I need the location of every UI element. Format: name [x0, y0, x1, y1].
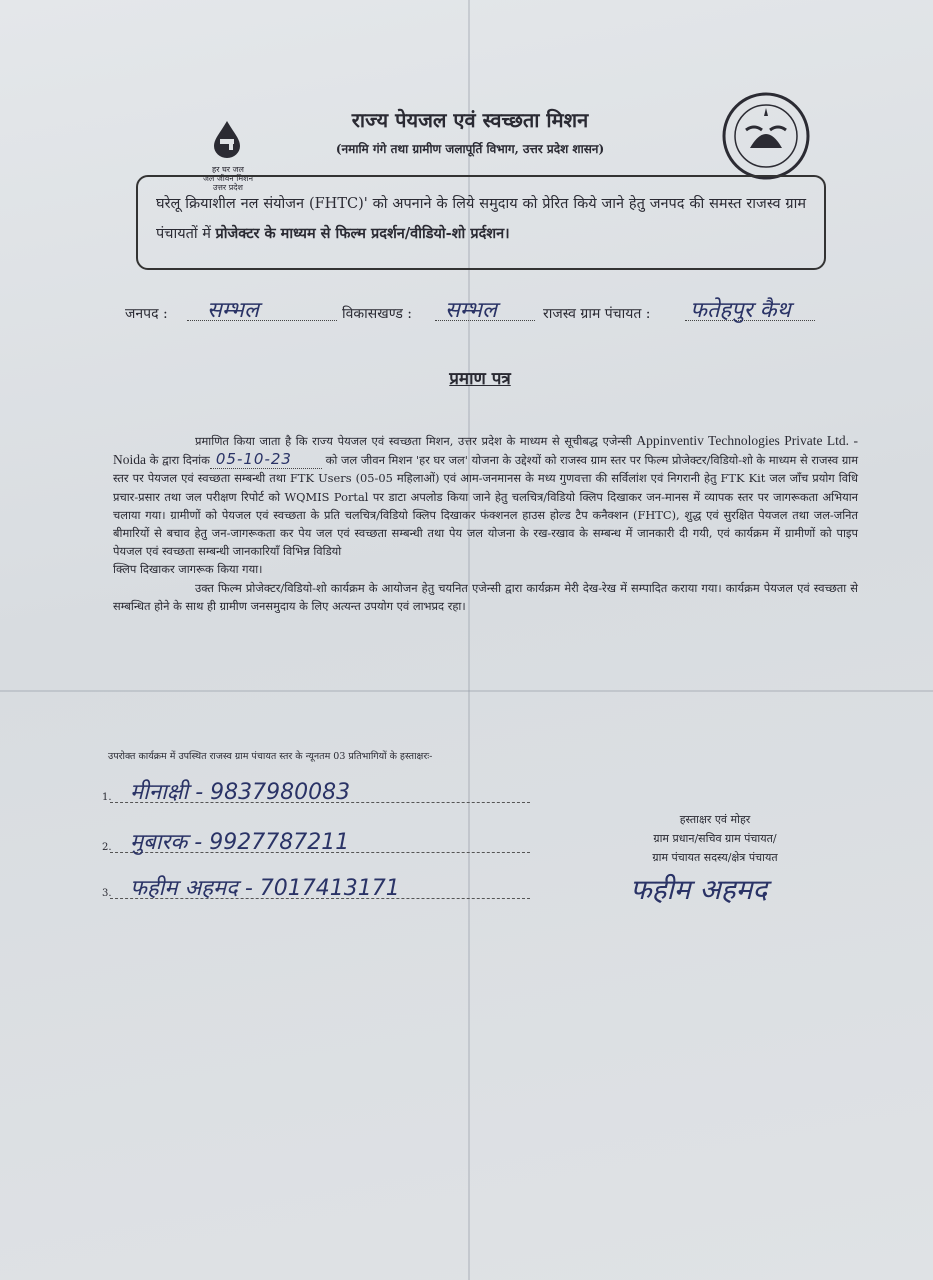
signatory-block: [610, 810, 820, 867]
scheme-banner: [136, 175, 826, 270]
block-value: सम्भल: [445, 298, 497, 323]
panchayat-value: फतेहपुर कैथ: [690, 298, 791, 323]
participants-label: उपरोक्त कार्यक्रम में उपस्थित राजस्व ग्राम पंचायत स्तर के न्यूनतम 03 प्रतिभागियों के हस्ताक्षरः-: [108, 751, 433, 762]
body-p1-c: को जल जीवन मिशन 'हर घर जल' योजना के उद्देश्यों को राजस्व ग्राम स्तर पर फिल्म प्रोजेक्टर/विडियो-शो के माध्यम से राजस्व ग्राम स्तर पर पेयजल एवं स्वच्छता सम्बन्धी तथा FTK Users (05-05 महिलाओं) एवं आम-जनमानस के मध्य गुणवत्ता की सर्विलांश एवं निगरानी हेतु FTK Kit जल जाँच प्रयोग विधि प्रचार-प्रसार तथा जल परीक्षण रिपोर्ट को WQMIS Portal पर डाटा अपलोड किया जाने हेतु चलचित्र/विडियो क्लिप दिखाकर जन-मानस में व्यापक स्तर पर जागरूकता अभियान चलाया गया। ग्रामीणों को पेयजल एवं स्वच्छता के प्रति चलचित्र/विडियो क्लिप दिखाकर फंक्शनल हाउस होल्ड टैप कनैक्शन (FHTC), शुद्ध एवं सुरक्षित पेयजल तथा जल-जनित बीमारियों से बचाव हेतु जन-जागरूकता कर पेय जल एवं स्वच्छता सम्बन्धी तथा पेय जल योजना के रख-रखाव के सम्बन्ध में जानकारी दी गयी, एवं कार्यक्रम में ग्रामीणों को पाइप पेयजल एवं स्वच्छता सम्बन्धी जानकारियाँ विभिन्न विडियो: [113, 453, 859, 559]
body-p1-b: के द्वारा दिनांक: [149, 453, 210, 468]
participant-number: 3.: [102, 888, 112, 899]
participant-entry: मीनाक्षी - 9837980083: [130, 780, 351, 805]
panchayat-label: राजस्व ग्राम पंचायत :: [543, 306, 651, 322]
signatory-line2: ग्राम प्रधान/सचिव ग्राम पंचायत/: [653, 832, 777, 845]
agency-name: Appinventiv Technologies Private Ltd. - Noida: [113, 433, 858, 468]
signatory-line1: हस्ताक्षर एवं मोहर: [679, 813, 751, 826]
certificate-heading: प्रमाण पत्र: [449, 369, 511, 389]
signatory-line3: ग्राम पंचायत सदस्य/क्षेत्र पंचायत: [652, 851, 778, 864]
handwritten-signature: फहीम अहमद: [630, 873, 768, 906]
participant-entry: फहीम अहमद - 7017413171: [130, 876, 400, 901]
body-p1-a: प्रमाणित किया जाता है कि राज्य पेयजल एवं स्वच्छता मिशन, उत्तर प्रदेश के माध्यम से सूचीबद्ध एजेन्सी: [195, 434, 632, 448]
certificate-body: [113, 432, 858, 615]
body-p2: उक्त फिल्म प्रोजेक्टर/विडियो-शो कार्यक्रम के आयोजन हेतु चयनित एजेन्सी द्वारा कार्यक्रम मेरी देख-रेख में सम्पादित कराया गया। कार्यक्रम पेयजल एवं स्वच्छता से सम्बन्धित होने के साथ ही ग्रामीण जनसमुदाय के लिए अत्यन्त उपयोग एवं लाभप्रद रहा।: [113, 580, 858, 613]
banner-bold-text: प्रोजेक्टर के माध्यम से फिल्म प्रदर्शन/वीडियो-शो प्रर्दशन।: [215, 225, 510, 242]
participant-entry: मुबारक - 9927787211: [130, 830, 350, 855]
water-tap-drop-icon: [210, 119, 244, 159]
fold-crease-horizontal: [0, 690, 933, 692]
participant-number: 2.: [102, 842, 112, 853]
program-date: 05-10-23: [210, 450, 322, 469]
banner-text: घरेलू क्रियाशील नल संयोजन (FHTC)' को अपनाने के लिये समुदाय को प्रेरित किये जाने हेतु जनपद की समस्त राजस्व ग्राम पंचायतों में: [156, 196, 806, 242]
logo-caption: हर घर जल जल जीवन मिशन उत्तर प्रदेश: [202, 165, 254, 192]
page-title: राज्य पेयजल एवं स्वच्छता मिशन: [351, 108, 589, 132]
uttar-pradesh-emblem-icon: [720, 90, 812, 182]
block-label: विकासखण्ड :: [342, 306, 413, 322]
participant-number: 1.: [102, 792, 112, 803]
district-label: जनपद :: [125, 306, 168, 322]
district-value: सम्भल: [207, 298, 259, 323]
page-subtitle: (नमामि गंगे तथा ग्रामीण जलापूर्ति विभाग, उत्तर प्रदेश शासन): [335, 142, 605, 156]
body-p1-d: क्लिप दिखाकर जागरूक किया गया।: [113, 562, 263, 577]
